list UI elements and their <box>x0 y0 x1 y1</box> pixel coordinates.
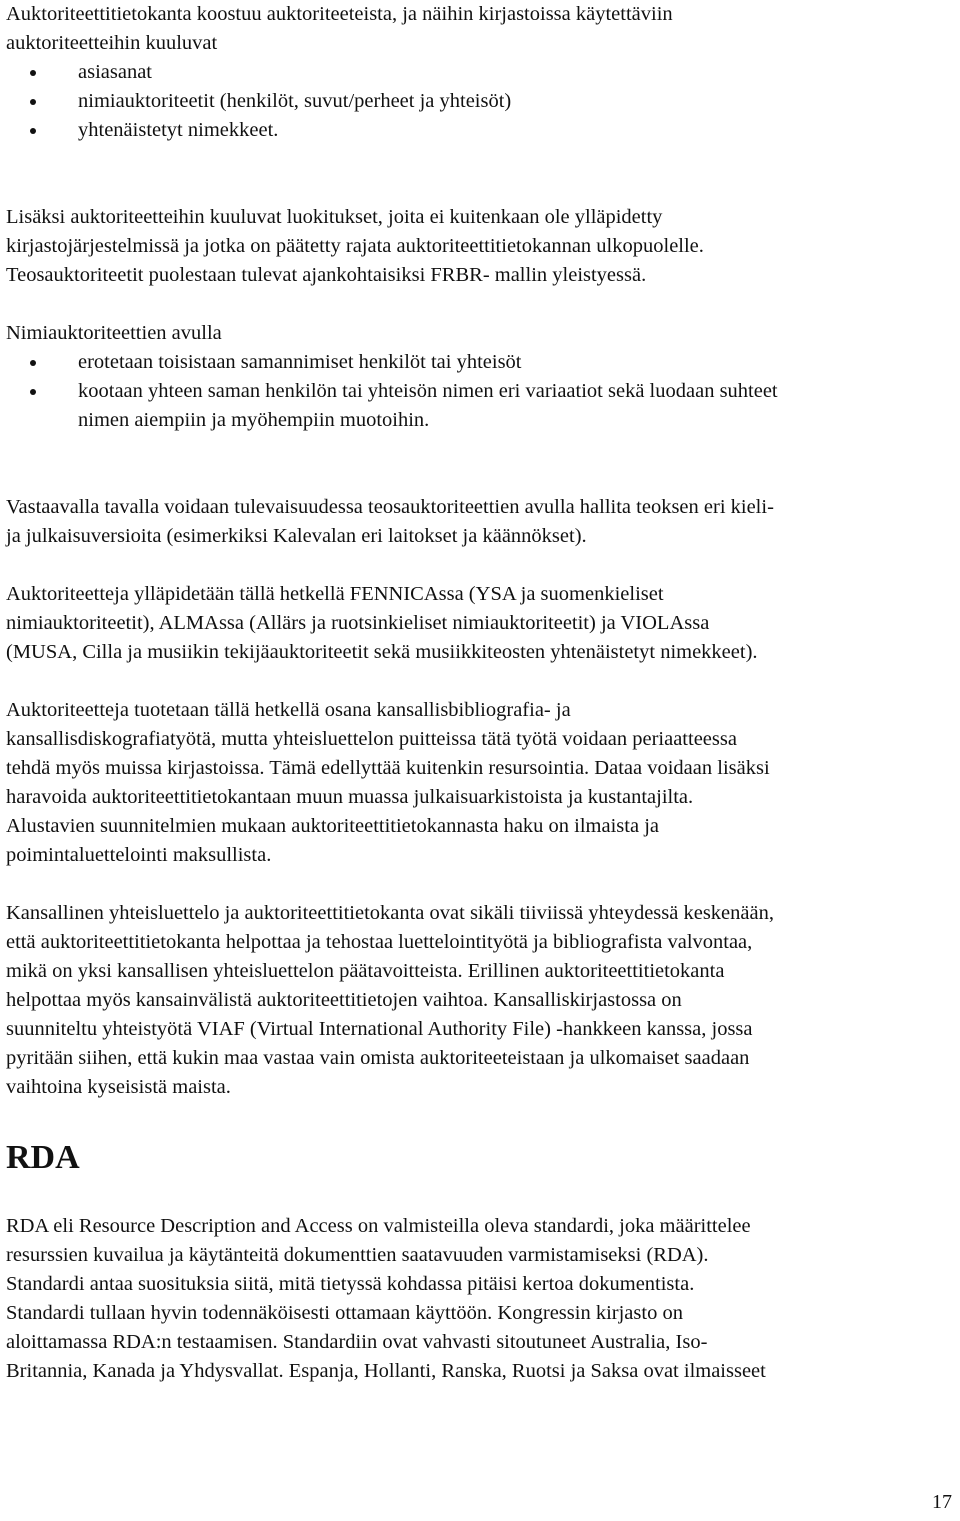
text-line: helpottaa myös kansainvälistä auktoriteettitietojen vaihtoa. Kansalliskirjastossa on <box>6 989 682 1011</box>
text-line: aloittamassa RDA:n testaamisen. Standardiin ovat vahvasti sitoutuneet Australia, Iso- <box>6 1331 708 1353</box>
list-item <box>6 116 950 145</box>
national-catalogue-paragraph <box>6 899 950 1102</box>
production-paragraph <box>6 696 950 870</box>
list-item-text: erotetaan toisistaan samannimiset henkilöt tai yhteisöt <box>78 351 522 373</box>
list-item-text: asiasanat <box>78 61 152 83</box>
list-item <box>6 348 950 377</box>
text-line: resurssien kuvailua ja käytänteitä dokumenttien saatavuuden varmistamiseksi (RDA). <box>6 1244 709 1266</box>
text-line: auktoriteetteihin kuuluvat <box>6 32 218 54</box>
text-line: suunniteltu yhteistyötä VIAF (Virtual International Authority File) -hankkeen kanssa, jossa <box>6 1018 753 1040</box>
text-line: kansallisdiskografiatyötä, mutta yhteisluettelon puitteissa tätä työtä voidaan periaatteessa <box>6 728 737 750</box>
classifications-paragraph <box>6 203 950 290</box>
text-line: nimiauktoriteetit), ALMAssa (Allärs ja ruotsinkieliset nimiauktoriteetit) ja VIOLAssa <box>6 612 710 634</box>
intro-paragraph <box>6 0 950 58</box>
text-line: mikä on yksi kansallisen yhteisluettelon päätavoitteista. Erillinen auktoriteettitietokanta <box>6 960 725 982</box>
text-line: Britannia, Kanada ja Yhdysvallat. Espanja, Hollanti, Ranska, Ruotsi ja Saksa ovat ilmaisseet <box>6 1360 766 1382</box>
text-line: poimintaluettelointi maksullista. <box>6 844 272 866</box>
work-authorities-paragraph <box>6 493 950 551</box>
list-item-text: nimiauktoriteetit (henkilöt, suvut/perheet ja yhteisöt) <box>78 90 512 112</box>
name-authorities-intro <box>6 319 950 348</box>
text-line: (MUSA, Cilla ja musiikin tekijäauktoriteetit sekä musiikkiteosten yhtenäistetyt nimekkeet). <box>6 641 758 663</box>
authority-types-list <box>6 58 950 145</box>
text-line: tehdä myös muissa kirjastoissa. Tämä edellyttää kuitenkin resursointia. Dataa voidaan lisäksi <box>6 757 770 779</box>
page-number: 17 <box>932 1491 952 1513</box>
document-page <box>6 0 950 1386</box>
maintenance-paragraph <box>6 580 950 667</box>
list-item-text: nimen aiempiin ja myöhempiin muotoihin. <box>78 409 430 431</box>
name-authority-uses-list <box>6 348 950 435</box>
text-line: Nimiauktoriteettien avulla <box>6 322 222 344</box>
text-line: Standardi antaa suosituksia siitä, mitä tietyssä kohdassa pitäisi kertoa dokumentista. <box>6 1273 695 1295</box>
text-line: Alustavien suunnitelmien mukaan auktoriteettitietokannasta haku on ilmaista ja <box>6 815 659 837</box>
text-line: Kansallinen yhteisluettelo ja auktoriteettitietokanta ovat sikäli tiiviissä yhteydessä keskenään, <box>6 902 774 924</box>
text-line: Teosauktoriteetit puolestaan tulevat ajankohtaisiksi FRBR- mallin yleistyessä. <box>6 264 647 286</box>
text-line: pyritään siihen, että kukin maa vastaa vain omista auktoriteeteistaan ja ulkomaiset saadaan <box>6 1047 750 1069</box>
list-item-text: kootaan yhteen saman henkilön tai yhteisön nimen eri variaatiot sekä luodaan suhteet <box>78 380 778 402</box>
text-line: Standardi tullaan hyvin todennäköisesti ottamaan käyttöön. Kongressin kirjasto on <box>6 1302 683 1324</box>
list-item <box>6 58 950 87</box>
list-item <box>6 87 950 116</box>
text-line: Auktoriteetteja ylläpidetään tällä hetkellä FENNICAssa (YSA ja suomenkieliset <box>6 583 664 605</box>
text-line: kirjastojärjestelmissä ja jotka on päätetty rajata auktoriteettitietokannan ulkopuolelle. <box>6 235 704 257</box>
text-line: että auktoriteettitietokanta helpottaa ja tehostaa luettelointityötä ja bibliografista valvontaa, <box>6 931 753 953</box>
text-line: vaihtoina kyseisistä maista. <box>6 1076 231 1098</box>
text-line: haravoida auktoriteettitietokantaan muun muassa julkaisuarkistoista ja kustantajilta. <box>6 786 694 808</box>
rda-heading: RDA <box>6 1139 80 1176</box>
text-line: Lisäksi auktoriteetteihin kuuluvat luokitukset, joita ei kuitenkaan ole ylläpidetty <box>6 206 663 228</box>
text-line: ja julkaisuversioita (esimerkiksi Kalevalan eri laitokset ja käännökset). <box>6 525 587 547</box>
text-line: Auktoriteettitietokanta koostuu auktoriteeteista, ja näihin kirjastoissa käytettäviin <box>6 3 673 25</box>
text-line: RDA eli Resource Description and Access on valmisteilla oleva standardi, joka määrittelee <box>6 1215 751 1237</box>
list-item-text: yhtenäistetyt nimekkeet. <box>78 119 279 141</box>
list-item <box>6 377 950 435</box>
text-line: Auktoriteetteja tuotetaan tällä hetkellä osana kansallisbibliografia- ja <box>6 699 571 721</box>
text-line: Vastaavalla tavalla voidaan tulevaisuudessa teosauktoriteettien avulla hallita teoksen eri kieli- <box>6 496 774 518</box>
rda-paragraph <box>6 1212 950 1386</box>
